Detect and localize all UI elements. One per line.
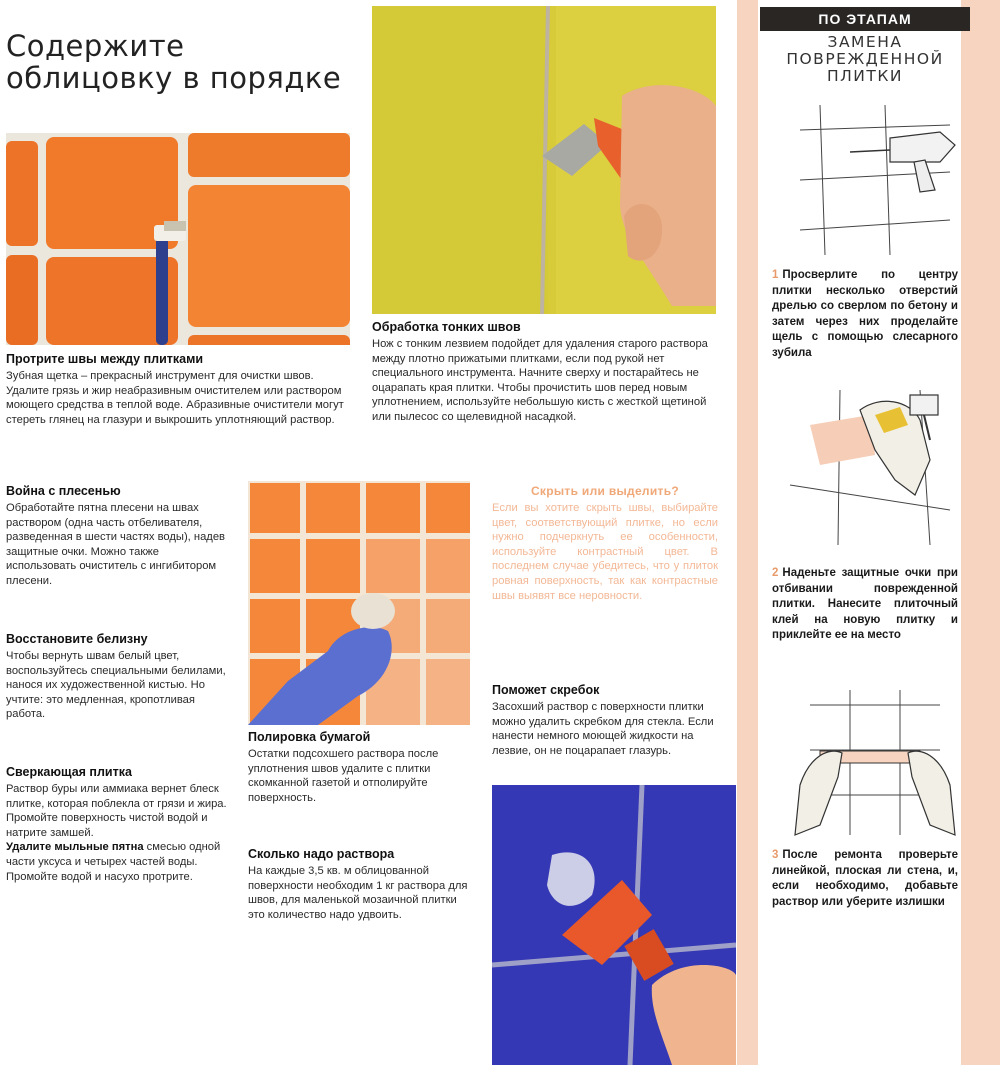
section-shine-bold-lead: Удалите мыльные пятна bbox=[6, 841, 144, 854]
step-2 bbox=[772, 566, 958, 644]
hands-icon bbox=[795, 751, 955, 835]
section-brush-text: Зубная щетка – прекрасный инструмент для очистки швов. Удалите грязь и жир неабразивным очистителем или раствором моющего средства в теплой воде. Абразивные очистители могут стереть глянец на глазури и выкрошить уплотняющий раствор. bbox=[6, 370, 344, 426]
section-thin-joints bbox=[372, 320, 718, 425]
tip-heading: Скрыть или выделить? bbox=[530, 484, 680, 498]
section-polish bbox=[248, 730, 473, 805]
section-polish-text: Остатки подсохшего раствора после уплотнения швов удалите с плитки скомканной газетой и отполируйте поверхность. bbox=[248, 748, 439, 804]
photo-orange-tiles-toothbrush bbox=[6, 133, 350, 345]
step-3 bbox=[772, 848, 958, 910]
stage-title-line2: ПОВРЕЖДЕННОЙ bbox=[786, 50, 944, 68]
page-title bbox=[6, 30, 356, 94]
section-scraper-text: Засохший раствор с поверхности плитки можно удалить скребком для стекла. Если нанести немного моющей жидкости на лезвие, он не поцарапает глазурь. bbox=[492, 701, 714, 757]
section-shine-extra bbox=[6, 840, 231, 884]
section-white-text: Чтобы вернуть швам белый цвет, воспользуйтесь специальными белилами, нанося их художественной кистью. Но учтите: это медленная, кропотливая работа. bbox=[6, 650, 226, 721]
section-scraper-heading: Поможет скребок bbox=[492, 683, 600, 697]
section-shine-bold-rest: смесью одной части уксуса и четырех частей воды. Промойте водой и насухо протрите. bbox=[6, 841, 221, 883]
section-thin-text: Нож с тонким лезвием подойдет для удаления старого раствора между плотно прижатыми плитками, если под рукой нет специального инструмента. Начните сверху и постарайтесь не оцарапать края плитки. Чтобы прочистить шов перед новым уплотнением, используйте небольшую кисть с жесткой щетиной или пылесос со щелевидной насадкой. bbox=[372, 338, 708, 423]
drill-icon bbox=[850, 132, 955, 192]
section-brush-heading: Протрите швы между плитками bbox=[6, 352, 204, 366]
section-shine-heading: Сверкающая плитка bbox=[6, 765, 132, 779]
section-brush bbox=[6, 352, 351, 427]
stage-badge: ПО ЭТАПАМ bbox=[760, 7, 970, 31]
illustration-drill bbox=[790, 100, 960, 260]
section-shine bbox=[6, 765, 231, 884]
section-amount bbox=[248, 847, 473, 922]
page-title-line1: Содержите bbox=[6, 29, 185, 63]
section-mold-text: Обработайте пятна плесени на швах раствором (одна часть отбеливателя, разведенная в шести частях воды), надев защитные очки. Можно также использовать очиститель с ингибитором плесени. bbox=[6, 502, 225, 587]
photo-blue-tiles-scraper bbox=[492, 785, 736, 1065]
step-3-number: 3 bbox=[772, 849, 779, 861]
section-amount-heading: Сколько надо раствора bbox=[248, 847, 395, 861]
section-scraper bbox=[492, 683, 718, 758]
section-mold-heading: Война с плесенью bbox=[6, 484, 121, 498]
tip-text: Если вы хотите скрыть швы, выбирайте цвет, соответствующий плитке, но если нужно подчеркнуть ее особенности, используйте контрастный цвет. В последнем случае убедитесь, что у плиток ровная поверхность, так как контрастные швы выявят все неровности. bbox=[492, 502, 718, 602]
photo-yellow-tiles-knife bbox=[372, 6, 716, 314]
stage-title bbox=[760, 34, 970, 85]
stage-title-line1: ЗАМЕНА bbox=[827, 33, 903, 51]
stage-title-line3: ПЛИТКИ bbox=[827, 67, 903, 85]
page-title-line2: облицовку в порядке bbox=[6, 61, 342, 95]
section-amount-text: На каждые 3,5 кв. м облицованной поверхности необходим 1 кг раствора для швов, для маленькой мозаичной плитки это количество надо удвоить. bbox=[248, 865, 468, 921]
section-shine-text: Раствор буры или аммиака вернет блеск плитке, которая поблекла от грязи и жира. Промойте поверхность чистой водой и натрите замшей. bbox=[6, 783, 227, 839]
illustration-ruler bbox=[790, 685, 960, 845]
step-1-text: Просверлите по центру плитки несколько отверстий дрелью со сверлом по бетону и затем через них проделайте щель с помощью слесарного зубила bbox=[772, 269, 958, 359]
section-whiteness bbox=[6, 632, 231, 722]
section-thin-heading: Обработка тонких швов bbox=[372, 320, 521, 334]
photo-orange-tiles-glove bbox=[248, 481, 470, 725]
step-2-text: Наденьте защитные очки при отбивании поврежденной плитки. Нанесите плиточный клей на новую плитку и приклейте ее на место bbox=[772, 567, 958, 641]
step-3-text: После ремонта проверьте линейкой, плоская ли стена, и, если необходимо, добавьте раствор или уберите излишки bbox=[772, 849, 958, 908]
step-1 bbox=[772, 268, 958, 361]
section-polish-heading: Полировка бумагой bbox=[248, 730, 371, 744]
illustration-chisel bbox=[780, 385, 960, 555]
step-2-number: 2 bbox=[772, 567, 779, 579]
step-1-number: 1 bbox=[772, 269, 779, 281]
tip-box bbox=[492, 484, 718, 603]
section-mold bbox=[6, 484, 231, 589]
section-white-heading: Восстановите белизну bbox=[6, 632, 148, 646]
